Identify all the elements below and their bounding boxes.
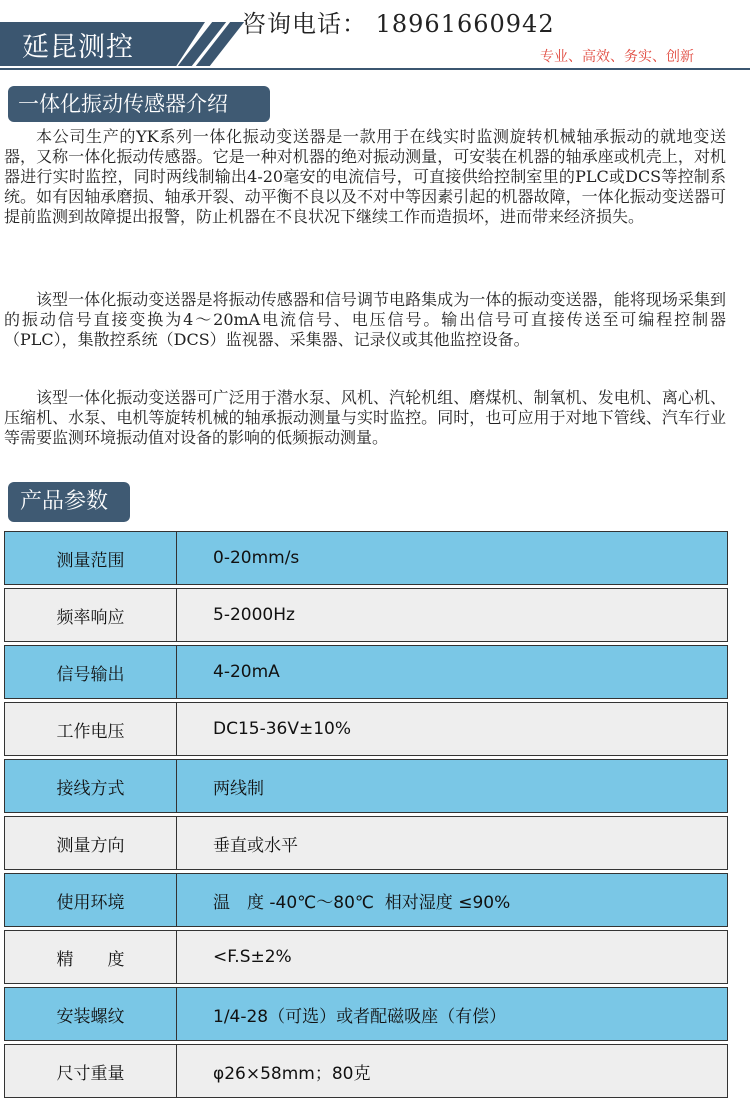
spec-row	[4, 930, 728, 984]
intro-section-title: 一体化振动传感器介绍	[8, 86, 270, 122]
spec-label: 安装螺纹	[5, 988, 177, 1040]
spec-label: 精 度	[5, 931, 177, 983]
contact-phone: 咨询电话： 18961660942	[242, 10, 555, 38]
spec-value: 温 度 -40℃～80℃ 相对湿度 ≤90%	[213, 892, 511, 913]
spec-label: 频率响应	[5, 589, 177, 641]
spec-value: φ26×58mm；80克	[213, 1063, 371, 1084]
spec-value: 1/4-28（可选）或者配磁吸座（有偿）	[213, 1006, 507, 1027]
spec-label: 使用环境	[5, 874, 177, 926]
spec-label: 信号输出	[5, 646, 177, 698]
spec-row	[4, 645, 728, 699]
header-divider	[0, 68, 750, 70]
spec-row	[4, 588, 728, 642]
spec-row	[4, 531, 728, 585]
intro-paragraph-1: 本公司生产的YK系列一体化振动变送器是一款用于在线实时监测旋转机械轴承振动的就地变送器，又称一体化振动传感器。它是一种对机器的绝对振动测量，可安装在机器的轴承座或机壳上，对机器进行实时监控，同时两线制输出4-20毫安的电流信号，可直接供给控制室里的PLC或DCS等控制系统。如有因轴承磨损、轴承开裂、动平衡不良以及不对中等因素引起的机器故障，一体化振动变送器可提前监测到故障提出报警，防止机器在不良状况下继续工作而造损坏，进而带来经济损失。	[4, 127, 726, 226]
intro-paragraph-2: 该型一体化振动变送器是将振动传感器和信号调节电路集成为一体的振动变送器，能将现场采集到的振动信号直接变换为4～20mA电流信号、电压信号。输出信号可直接传送至可编程控制器（PLC），集散控系统（DCS）监视器、采集器、记录仪或其他监控设备。	[4, 290, 726, 349]
spec-row	[4, 873, 728, 927]
spec-value: 5-2000Hz	[213, 605, 295, 625]
brand-name: 延昆测控	[22, 32, 134, 63]
intro-paragraph-3: 该型一体化振动变送器可广泛用于潜水泵、风机、汽轮机组、磨煤机、制氧机、发电机、离心机、压缩机、水泵、电机等旋转机械的轴承振动测量与实时监控。同时，也可应用于对地下管线、汽车行业等需要监测环境振动值对设备的影响的低频振动测量。	[4, 388, 726, 447]
spec-row	[4, 759, 728, 813]
spec-value: 垂直或水平	[213, 835, 298, 856]
params-section-title: 产品参数	[8, 482, 130, 522]
slogan: 专业、高效、务实、创新	[540, 49, 694, 65]
spec-label: 测量方向	[5, 817, 177, 869]
spec-value: <F.S±2%	[213, 947, 292, 967]
spec-row	[4, 702, 728, 756]
spec-value: 4-20mA	[213, 662, 280, 682]
spec-table	[4, 531, 728, 1101]
spec-row	[4, 1044, 728, 1098]
spec-value: 两线制	[213, 778, 264, 799]
spec-row	[4, 816, 728, 870]
spec-label: 尺寸重量	[5, 1045, 177, 1097]
spec-label: 测量范围	[5, 532, 177, 584]
spec-value: 0-20mm/s	[213, 548, 300, 568]
spec-label: 工作电压	[5, 703, 177, 755]
spec-value: DC15-36V±10%	[213, 719, 352, 739]
spec-label: 接线方式	[5, 760, 177, 812]
page-header	[0, 0, 750, 75]
spec-row	[4, 987, 728, 1041]
